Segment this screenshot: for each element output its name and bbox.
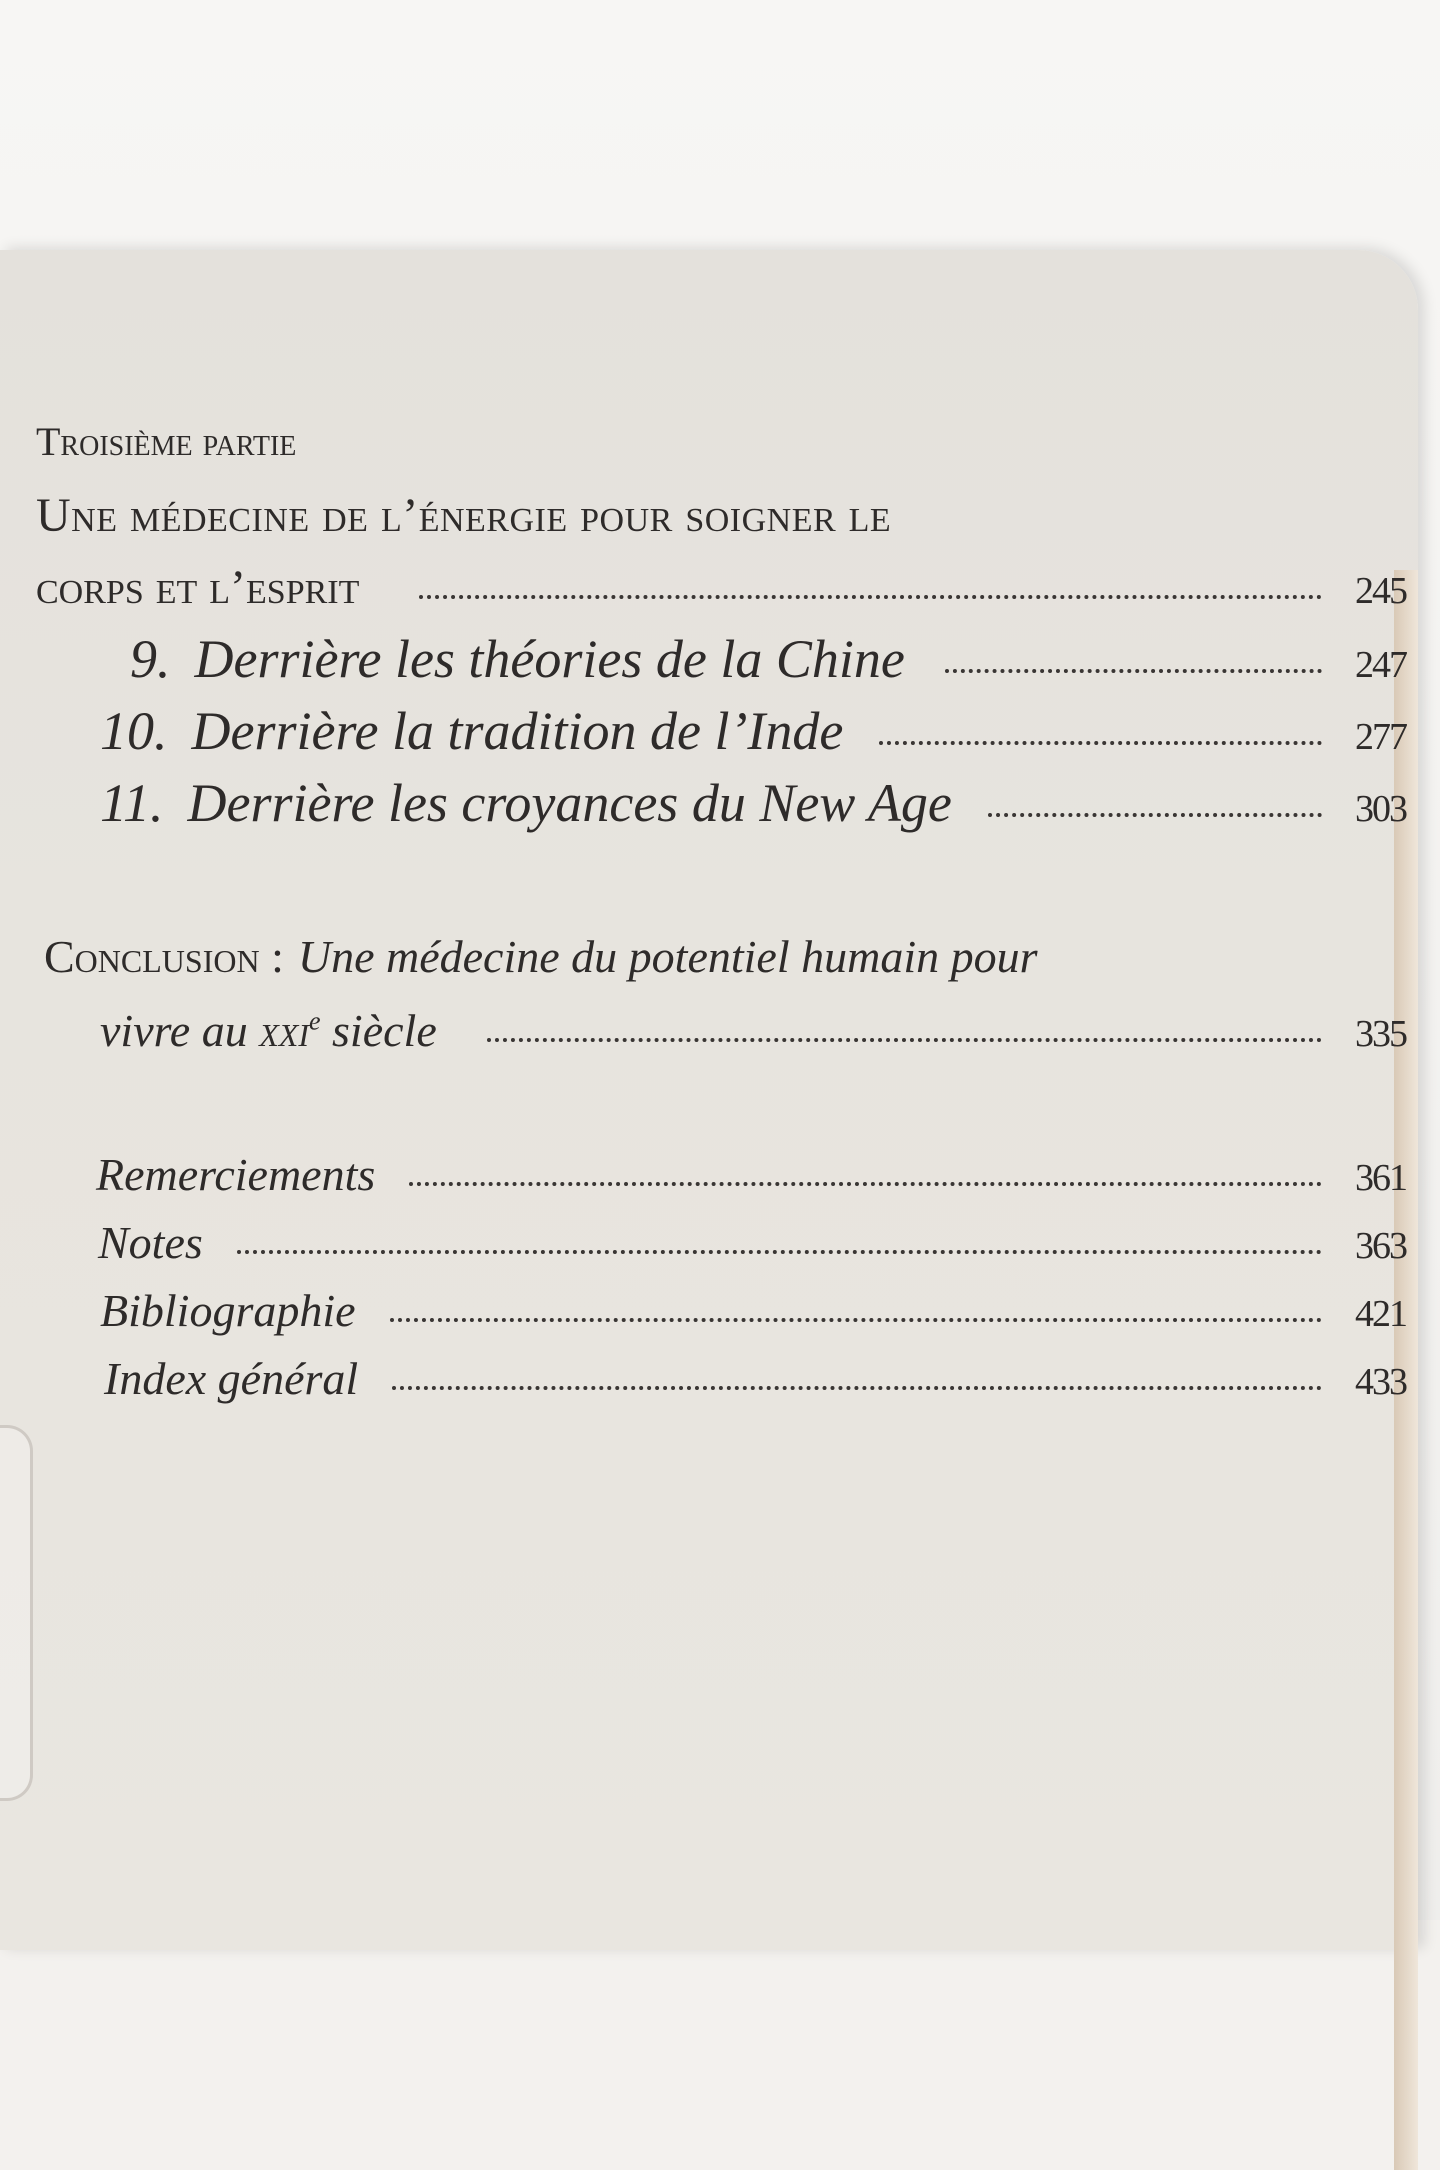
page-number: 303: [1355, 788, 1406, 830]
part-title-line-2: corps et l’esprit: [36, 561, 360, 614]
page-number: 335: [1355, 1013, 1406, 1055]
back-matter-title: Index général: [104, 1353, 359, 1404]
dot-leader: [988, 813, 1322, 817]
toc-entry-back-matter: [100, 1284, 1406, 1337]
page-number: 277: [1355, 716, 1406, 758]
page-number: 247: [1355, 644, 1406, 686]
page-number: 363: [1355, 1225, 1406, 1267]
part-label: Troisième partie: [36, 419, 297, 464]
chapter-title: Derrière la tradition de l’Inde: [191, 701, 844, 761]
page-number: 245: [1355, 570, 1406, 612]
page-number: 433: [1355, 1361, 1406, 1403]
century-superscript: e: [308, 1006, 321, 1036]
page-number: 421: [1355, 1293, 1406, 1335]
chapter-title: Derrière les croyances du New Age: [187, 773, 952, 833]
dot-leader: [390, 1318, 1322, 1322]
dot-leader: [392, 1386, 1322, 1390]
toc-entry-conclusion: [44, 930, 1324, 983]
dot-leader: [945, 669, 1322, 673]
dot-leader: [419, 595, 1322, 599]
part-title-line-1: Une médecine de l’énergie pour soigner le: [36, 489, 892, 542]
toc-entry-back-matter: [98, 1216, 1406, 1269]
toc-entry-part: [36, 560, 1406, 615]
conclusion-text: siècle: [320, 1005, 437, 1056]
dot-leader: [237, 1250, 1322, 1254]
toc-entry-chapter: [100, 700, 1406, 762]
page-number: 361: [1355, 1157, 1406, 1199]
dot-leader: [879, 741, 1322, 745]
chapter-number: 9.: [130, 629, 171, 689]
toc-entry-back-matter: [96, 1148, 1406, 1201]
back-matter-title: Remerciements: [96, 1149, 376, 1200]
dot-leader: [487, 1038, 1322, 1042]
toc-entry-chapter: [130, 628, 1406, 690]
toc-entry-back-matter: [104, 1352, 1406, 1405]
conclusion-title-line-2: [100, 1004, 437, 1057]
century-numeral: xxi: [259, 1005, 309, 1056]
back-matter-title: Notes: [98, 1217, 203, 1268]
chapter-title: Derrière les théories de la Chine: [194, 629, 905, 689]
dot-leader: [409, 1182, 1322, 1186]
toc-entry-conclusion-cont: [100, 1004, 1406, 1057]
toc-entry-chapter: [100, 772, 1406, 834]
chapter-number: 10.: [100, 701, 168, 761]
conclusion-title-line-1: Une médecine du potentiel humain pour: [297, 931, 1038, 982]
chapter-number: 11.: [100, 773, 164, 833]
back-matter-title: Bibliographie: [100, 1285, 356, 1336]
conclusion-text: vivre au: [100, 1005, 260, 1056]
conclusion-label: Conclusion :: [44, 931, 284, 982]
